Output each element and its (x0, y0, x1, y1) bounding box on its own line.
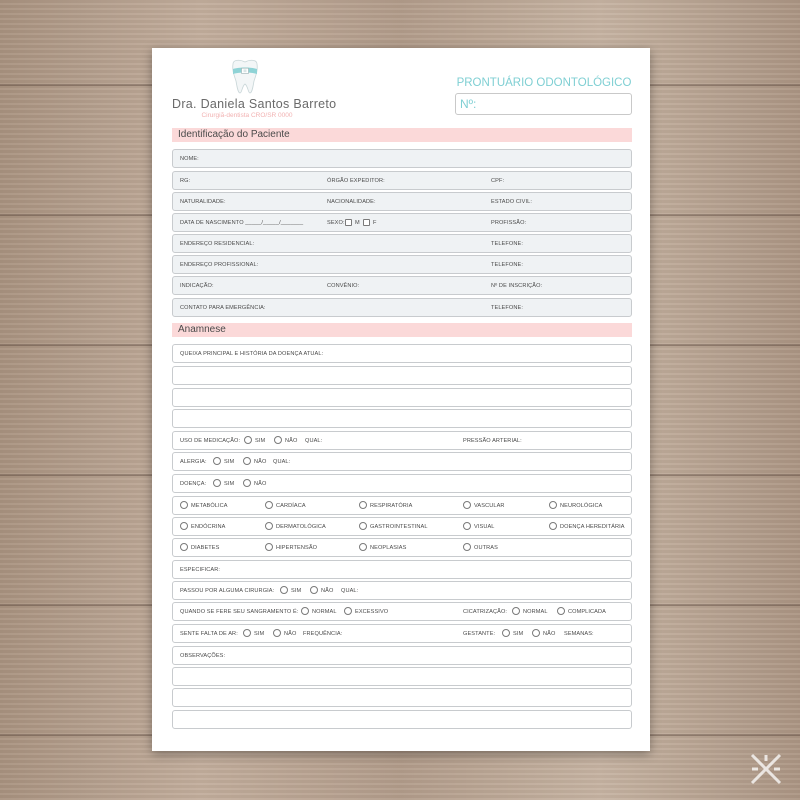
radio-vascular[interactable] (463, 501, 471, 509)
radio-hipertensao[interactable] (265, 543, 273, 551)
row-end-profissional[interactable] (172, 255, 632, 274)
radio-sim[interactable] (244, 436, 252, 444)
blank-line[interactable] (172, 710, 632, 729)
radio-gastrointestinal[interactable] (359, 522, 367, 530)
option-label: HIPERTENSÃO (276, 545, 318, 551)
radio-sim[interactable] (243, 629, 251, 637)
option-label: SIM (255, 438, 266, 444)
checkbox-m[interactable] (345, 219, 352, 226)
option-label: METABÓLICA (191, 503, 228, 509)
field-observacoes[interactable] (172, 646, 632, 665)
field-label: SEXO: (327, 220, 345, 226)
field-label: RG: (180, 178, 191, 184)
radio-dermatologica[interactable] (265, 522, 273, 530)
option-label: VISUAL (474, 524, 495, 530)
row-medicacao[interactable] (172, 431, 632, 450)
field-label: PROFISSÃO: (491, 220, 527, 226)
field-label: TELEFONE: (491, 305, 523, 311)
field-label: USO DE MEDICAÇÃO: (180, 438, 241, 444)
field-label: OBSERVAÇÕES: (180, 653, 226, 659)
option-label: NÃO (543, 631, 556, 637)
field-label: TELEFONE: (491, 241, 523, 247)
option-label: NÃO (285, 438, 298, 444)
field-label: DOENÇA: (180, 481, 207, 487)
radio-sim[interactable] (213, 479, 221, 487)
row-doencas-1[interactable] (172, 496, 632, 515)
record-number-field[interactable] (455, 93, 632, 115)
option-label: GASTROINTESTINAL (370, 524, 428, 530)
row-documentos[interactable] (172, 171, 632, 190)
radio-normal[interactable] (301, 607, 309, 615)
radio-neurologica[interactable] (549, 501, 557, 509)
field-label: Nº DE INSCRIÇÃO: (491, 283, 543, 289)
blank-line[interactable] (172, 667, 632, 686)
option-label: SIM (224, 481, 235, 487)
field-label: CONTATO PARA EMERGÊNCIA: (180, 305, 266, 311)
section-identificacao (172, 128, 632, 142)
tooth-logo-icon (225, 57, 265, 97)
option-label: NEUROLÓGICA (560, 503, 603, 509)
row-end-residencial[interactable] (172, 234, 632, 253)
blank-line[interactable] (172, 388, 632, 407)
field-label: PASSOU POR ALGUMA CIRURGIA: (180, 588, 275, 594)
field-label: NACIONALIDADE: (327, 199, 376, 205)
radio-complicada[interactable] (557, 607, 565, 615)
radio-cicatrizacao-normal[interactable] (512, 607, 520, 615)
doctor-name: Dra. Daniela Santos Barreto (172, 97, 337, 111)
blank-line[interactable] (172, 688, 632, 707)
field-label: ALERGIA: (180, 459, 207, 465)
field-label: QUAL: (341, 588, 359, 594)
radio-nao[interactable] (273, 629, 281, 637)
field-label: FREQUÊNCIA: (303, 631, 343, 637)
field-label: GESTANTE: (463, 631, 496, 637)
field-label: CONVÊNIO: (327, 283, 360, 289)
radio-cardiaca[interactable] (265, 501, 273, 509)
field-label: SEMANAS: (564, 631, 594, 637)
option-label: M (355, 220, 360, 226)
field-label: ENDEREÇO PROFISSIONAL: (180, 262, 259, 268)
field-nome[interactable] (172, 149, 632, 168)
record-number-label: Nº: (460, 97, 477, 111)
radio-diabetes[interactable] (180, 543, 188, 551)
option-label: OUTRAS (474, 545, 498, 551)
radio-neoplasias[interactable] (359, 543, 367, 551)
document-title: PRONTUÁRIO ODONTOLÓGICO (456, 77, 632, 89)
field-label: SENTE FALTA DE AR: (180, 631, 238, 637)
option-label: F (373, 220, 377, 226)
option-label: CARDÍACA (276, 503, 306, 509)
section-anamnese (172, 323, 632, 337)
radio-metabolica[interactable] (180, 501, 188, 509)
option-label: SIM (513, 631, 524, 637)
blank-line[interactable] (172, 409, 632, 428)
radio-hereditaria[interactable] (549, 522, 557, 530)
field-label: TELEFONE: (491, 262, 523, 268)
row-indicacao[interactable] (172, 276, 632, 295)
row-doencas-3[interactable] (172, 538, 632, 557)
row-contato[interactable] (172, 298, 632, 317)
section-title: Identificação do Paciente (178, 129, 290, 140)
radio-nao[interactable] (532, 629, 540, 637)
option-label: SIM (291, 588, 302, 594)
option-label: NÃO (254, 481, 267, 487)
radio-excessivo[interactable] (344, 607, 352, 615)
field-label: NOME: (180, 156, 199, 162)
option-label: NÃO (284, 631, 297, 637)
option-label: ENDÓCRINA (191, 524, 226, 530)
option-label: DOENÇA HEREDITÁRIA (560, 524, 625, 530)
doctor-subtitle: Cirurgiã-dentista CRO/SR 0000 (201, 112, 293, 119)
field-especificar[interactable] (172, 560, 632, 579)
field-label: INDICAÇÃO: (180, 283, 214, 289)
field-label: NATURALIDADE: (180, 199, 226, 205)
field-label: CICATRIZAÇÃO: (463, 609, 508, 615)
field-label: ÓRGÃO EXPEDITOR: (327, 178, 385, 184)
radio-sim[interactable] (502, 629, 510, 637)
field-label: ENDEREÇO RESIDENCIAL: (180, 241, 255, 247)
radio-visual[interactable] (463, 522, 471, 530)
radio-outras[interactable] (463, 543, 471, 551)
watermark-logo-icon (749, 752, 783, 786)
option-label: NÃO (321, 588, 334, 594)
row-naturalidade[interactable] (172, 192, 632, 211)
option-label: NORMAL (312, 609, 337, 615)
option-label: DIABETES (191, 545, 220, 551)
field-label: ESPECIFICAR: (180, 567, 221, 573)
option-label: NORMAL (523, 609, 548, 615)
field-label: ESTADO CIVIL: (491, 199, 532, 205)
row-doenca[interactable] (172, 474, 632, 493)
row-cirurgia[interactable] (172, 581, 632, 600)
row-falta-ar[interactable] (172, 624, 632, 643)
option-label: DERMATOLÓGICA (276, 524, 326, 530)
option-label: EXCESSIVO (355, 609, 389, 615)
option-label: COMPLICADA (568, 609, 606, 615)
field-label: QUAL: (273, 459, 291, 465)
radio-sim[interactable] (280, 586, 288, 594)
radio-nao[interactable] (243, 479, 251, 487)
radio-endocrina[interactable] (180, 522, 188, 530)
field-label: CPF: (491, 178, 505, 184)
option-label: NEOPLASIAS (370, 545, 407, 551)
radio-nao[interactable] (243, 457, 251, 465)
field-queixa[interactable] (172, 344, 632, 363)
field-label: QUEIXA PRINCIPAL E HISTÓRIA DA DOENÇA ATUAL: (180, 351, 324, 357)
row-alergia[interactable] (172, 452, 632, 471)
blank-line[interactable] (172, 366, 632, 385)
row-sangramento[interactable] (172, 602, 632, 621)
option-label: VASCULAR (474, 503, 505, 509)
option-label: SIM (224, 459, 235, 465)
option-label: SIM (254, 631, 265, 637)
checkbox-f[interactable] (363, 219, 370, 226)
field-label: PRESSÃO ARTERIAL: (463, 438, 522, 444)
radio-nao[interactable] (310, 586, 318, 594)
radio-respiratoria[interactable] (359, 501, 367, 509)
option-label: RESPIRATÓRIA (370, 503, 413, 509)
radio-nao[interactable] (274, 436, 282, 444)
section-title: Anamnese (178, 324, 226, 335)
option-label: NÃO (254, 459, 267, 465)
field-label: QUANDO SE FERE SEU SANGRAMENTO É: (180, 609, 299, 615)
row-nascimento[interactable] (172, 213, 632, 232)
field-label: DATA DE NASCIMENTO _____/_____/_______ (180, 220, 304, 226)
field-label: QUAL: (305, 438, 323, 444)
radio-sim[interactable] (213, 457, 221, 465)
row-doencas-2[interactable] (172, 517, 632, 536)
